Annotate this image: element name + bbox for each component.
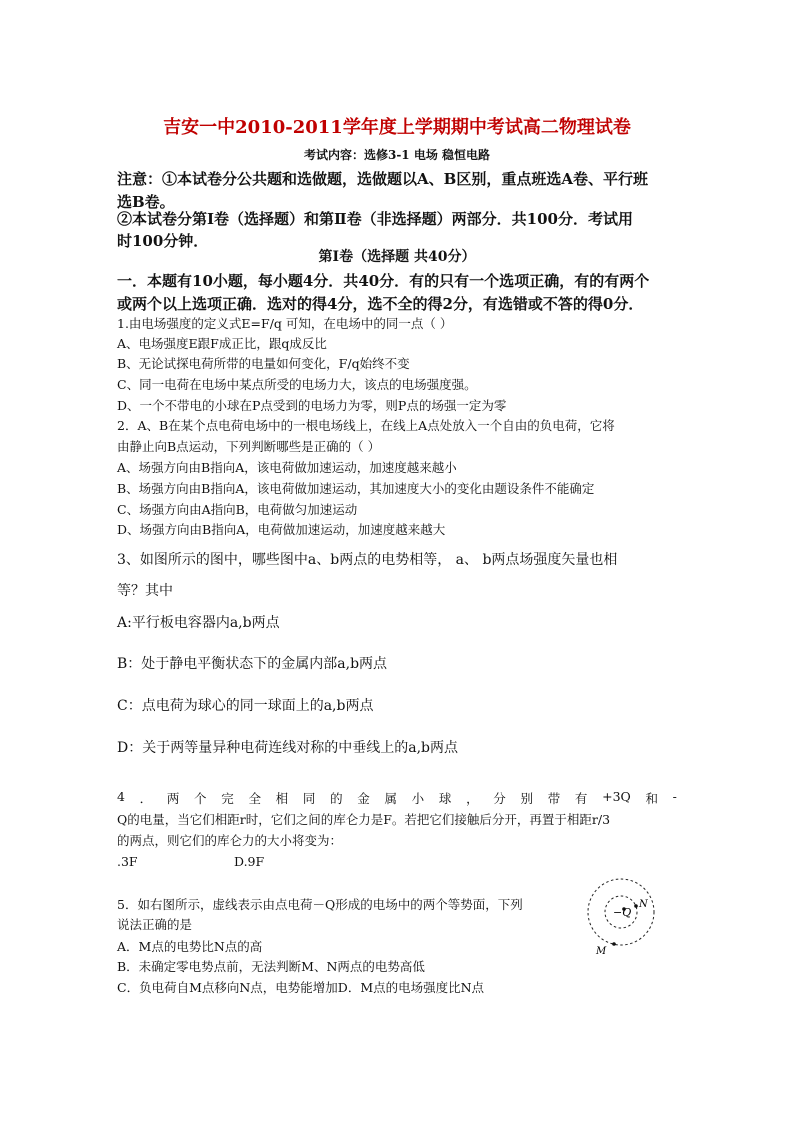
point-n <box>634 904 638 908</box>
q1-stem: 1.由电场强度的定义式E=F/q 可知，在电场中的同一点（ ） <box>117 316 453 331</box>
q4-stem-char: +3Q <box>602 789 631 804</box>
exam-subtitle: 考试内容：选修3-1 电场 稳恒电路 <box>303 148 491 162</box>
part1-instruction-1: 一．本题有10小题，每小题4分．共40分．有的只有一个选项正确，有的有两个 <box>117 272 650 290</box>
q4-option-2: D.9F <box>234 854 265 869</box>
q1-option-c: C、同一电荷在电场中某点所受的电场力大，该点的电场强度强。 <box>117 377 477 392</box>
q4-stem-char: ， <box>466 791 479 806</box>
q3-option-a: A:平行板电容器内a,b两点 <box>117 615 280 631</box>
q4-stem-char: 有 <box>574 791 588 806</box>
q3-option-b: B：处于静电平衡状态下的金属内部a,b两点 <box>117 656 388 672</box>
point-m <box>612 942 616 946</box>
q1-option-a: A、电场强度E跟F成正比，跟q成反比 <box>117 336 327 351</box>
note-line-4: 时100分钟． <box>117 232 209 250</box>
q3-option-d: D：关于两等量异种电荷连线对称的中垂线上的a,b两点 <box>117 740 458 756</box>
q4-stem-char: 相 <box>275 791 289 806</box>
q1-option-b: B、无论试探电荷所带的电量如何变化，F/q始终不变 <box>117 356 410 371</box>
note-line-1: 注意：①本试卷分公共题和选做题，选做题以A、B区别，重点班选A卷、平行班 <box>117 170 648 188</box>
q4-option-1: .3F <box>117 854 138 869</box>
note-line-2: 选B卷。 <box>117 193 175 211</box>
q4-stem-char: 完 <box>221 791 234 806</box>
q4-stem-char: 个 <box>194 791 207 806</box>
q4-stem-char: 全 <box>248 791 261 806</box>
q4-stem-char: 和 <box>645 791 658 806</box>
q2-option-d: D、场强方向由B指向A，电荷做加速运动，加速度越来越大 <box>117 522 446 537</box>
q2-option-c: C、场强方向由A指向B，电荷做匀加速运动 <box>117 502 358 517</box>
q4-stem-1 <box>117 789 677 807</box>
q4-stem-char: 两 <box>166 791 180 806</box>
m-label: M <box>596 946 607 957</box>
exam-title: 吉安一中2010-2011学年度上学期期中考试高二物理试卷 <box>163 117 631 138</box>
q2-stem-1: 2．A、B在某个点电荷电场中的一根电场线上，在线上A点处放入一个自由的负电荷，它将 <box>117 418 615 433</box>
q2-option-a: A、场强方向由B指向A，该电荷做加速运动，加速度越来越小 <box>117 460 457 475</box>
q4-stem-char: 属 <box>384 791 397 806</box>
q4-stem-char: 的 <box>330 791 343 806</box>
q2-stem-2: 由静止向B点运动，下列判断哪些是正确的（ ） <box>117 439 381 454</box>
q4-stem-char: 带 <box>547 791 561 806</box>
q4-stem-char: ． <box>139 791 153 806</box>
q5-stem-2: 说法正确的是 <box>117 917 193 932</box>
section-title: 第Ⅰ卷（选择题 共40分） <box>318 249 476 265</box>
q3-option-c: C：点电荷为球心的同一球面上的a,b两点 <box>117 698 374 714</box>
q3-stem-1: 3、如图所示的图中，哪些图中a、b两点的电势相等， a、 b两点场强度矢量也相 <box>117 552 618 568</box>
q5-option-a: A．M点的电势比N点的高 <box>117 939 263 954</box>
q5-stem-1: 5．如右图所示，虚线表示由点电荷－Q形成的电场中的两个等势面，下列 <box>117 897 523 912</box>
q5-option-c: C．负电荷自M点移向N点，电势能增加D．M点的电场强度比N点 <box>117 980 485 995</box>
q1-option-d: D、一个不带电的小球在P点受到的电场力为零，则P点的场强一定为零 <box>117 398 507 413</box>
q2-option-b: B、场强方向由B指向A，该电荷做加速运动，其加速度大小的变化由题设条件不能确定 <box>117 481 595 496</box>
charge-label: −Q <box>613 906 632 919</box>
q4-stem-2: Q的电量，当它们相距r时，它们之间的库仑力是F。若把它们接触后分开，再置于相距r/3 <box>117 812 611 827</box>
n-label: N <box>639 899 648 910</box>
q4-stem-char: - <box>672 789 677 804</box>
q5-option-b: B．未确定零电势点前，无法判断M、N两点的电势高低 <box>117 959 425 974</box>
q4-stem-char: 分 <box>493 791 506 806</box>
q4-stem-char: 别 <box>520 791 533 806</box>
q4-stem-char: 球 <box>438 791 452 806</box>
q4-stem-char: 小 <box>411 791 425 806</box>
q4-stem-3: 的两点，则它们的库仑力的大小将变为： <box>117 833 343 848</box>
q4-stem-char: 金 <box>357 791 370 806</box>
q4-stem-char: 4 <box>117 789 125 804</box>
part1-instruction-2: 或两个以上选项正确．选对的得4分，选不全的得2分，有选错或不答的得0分． <box>117 295 644 313</box>
q3-stem-2: 等？其中 <box>117 583 173 599</box>
equipotential-diagram <box>581 876 659 960</box>
q4-stem-char: 同 <box>302 791 316 806</box>
note-line-3: ②本试卷分第Ⅰ卷（选择题）和第Ⅱ卷（非选择题）两部分．共100分．考试用 <box>117 210 633 228</box>
